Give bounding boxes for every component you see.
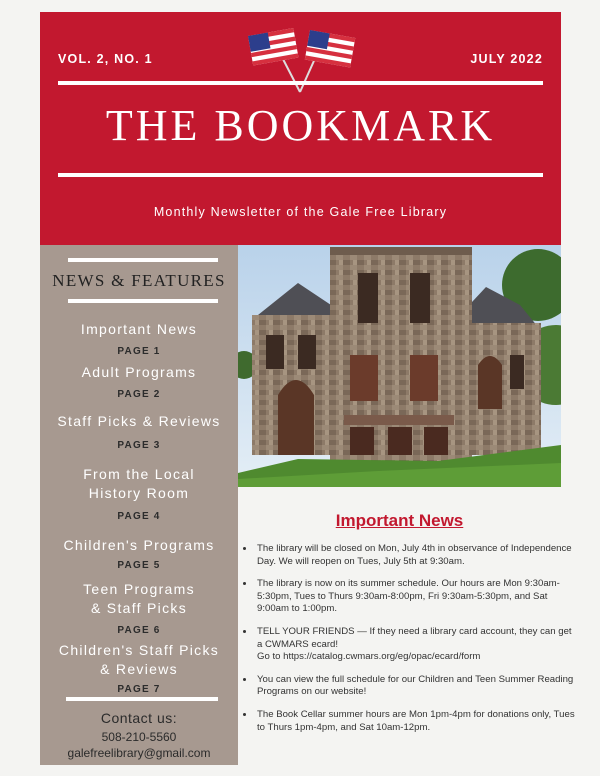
- volume-label: VOL. 2, NO. 1: [58, 52, 153, 66]
- toc-item-line: History Room: [88, 485, 190, 501]
- toc-page-number: PAGE 6: [117, 625, 161, 636]
- sidebar-rule: [68, 299, 218, 303]
- toc-item-staff-picks[interactable]: Staff Picks & Reviews: [57, 413, 221, 429]
- toc-item-adult-programs[interactable]: Adult Programs: [81, 364, 197, 380]
- toc-item-teen-programs[interactable]: [40, 580, 238, 618]
- toc-page-number: PAGE 1: [117, 346, 161, 357]
- toc-item-line: Teen Programs: [83, 581, 195, 597]
- toc-item-local-history[interactable]: [40, 465, 238, 503]
- issue-date: JULY 2022: [470, 52, 543, 66]
- newsletter-subtitle: Monthly Newsletter of the Gale Free Library: [153, 205, 448, 219]
- news-bullet: • The Book Cellar summer hours are Mon 1pm-4pm for donations only, Tues to Thurs 1pm-4pm, and Sat 10am-12pm.: [255, 709, 575, 734]
- sidebar-toc: [40, 245, 238, 765]
- toc-item-childrens-programs[interactable]: Children's Programs: [63, 537, 215, 553]
- toc-item-line: & Staff Picks: [90, 600, 187, 616]
- news-bullet-text: TELL YOUR FRIENDS — If they need a library card account, they can get a CWMARS ecard!: [257, 625, 572, 650]
- sidebar-rule: [66, 697, 218, 701]
- sidebar-rule: [68, 258, 218, 262]
- toc-item-important-news[interactable]: Important News: [80, 321, 198, 337]
- toc-page-number: PAGE 4: [117, 511, 161, 522]
- news-bullet: • You can view the full schedule for our Children and Teen Summer Reading Programs on our website!: [255, 674, 575, 699]
- contact-title: Contact us:: [100, 710, 178, 726]
- news-bullet: • The library will be closed on Mon, July 4th in observance of Independence Day. We will reopen on Tues, July 5th at 9:30am.: [255, 543, 575, 568]
- masthead: [40, 12, 561, 245]
- library-building-photo: [238, 245, 561, 487]
- news-bullet: • The library is now on its summer schedule. Our hours are Mon 9:30am-5:30pm, Tues to Thurs 9:30am-8:00pm, Fri 9:30am-5:30pm, and Sat 9:00am to 1:00pm.: [255, 578, 575, 616]
- ecard-link[interactable]: Go to https://catalog.cwmars.org/eg/opac/ecard/form: [257, 651, 481, 663]
- toc-item-line: Children's Staff Picks: [58, 642, 220, 658]
- masthead-rule-bottom: [58, 173, 543, 177]
- news-features-title: NEWS & FEATURES: [52, 271, 226, 290]
- toc-item-line: & Reviews: [100, 661, 178, 677]
- toc-page-number: PAGE 2: [117, 389, 161, 400]
- newsletter-title: THE BOOKMARK: [105, 101, 496, 150]
- news-bullet: [255, 626, 575, 664]
- toc-page-number: PAGE 5: [117, 560, 161, 571]
- important-news-heading: Important News: [335, 511, 464, 530]
- contact-email[interactable]: galefreelibrary@gmail.com: [67, 746, 211, 760]
- toc-item-childrens-staff-picks[interactable]: [40, 641, 238, 679]
- news-bullet-list: [243, 543, 575, 744]
- toc-page-number: PAGE 7: [117, 684, 161, 695]
- contact-phone[interactable]: 508-210-5560: [101, 730, 177, 744]
- masthead-rule-top: [58, 81, 543, 85]
- toc-item-line: From the Local: [83, 466, 195, 482]
- toc-page-number: PAGE 3: [117, 440, 161, 451]
